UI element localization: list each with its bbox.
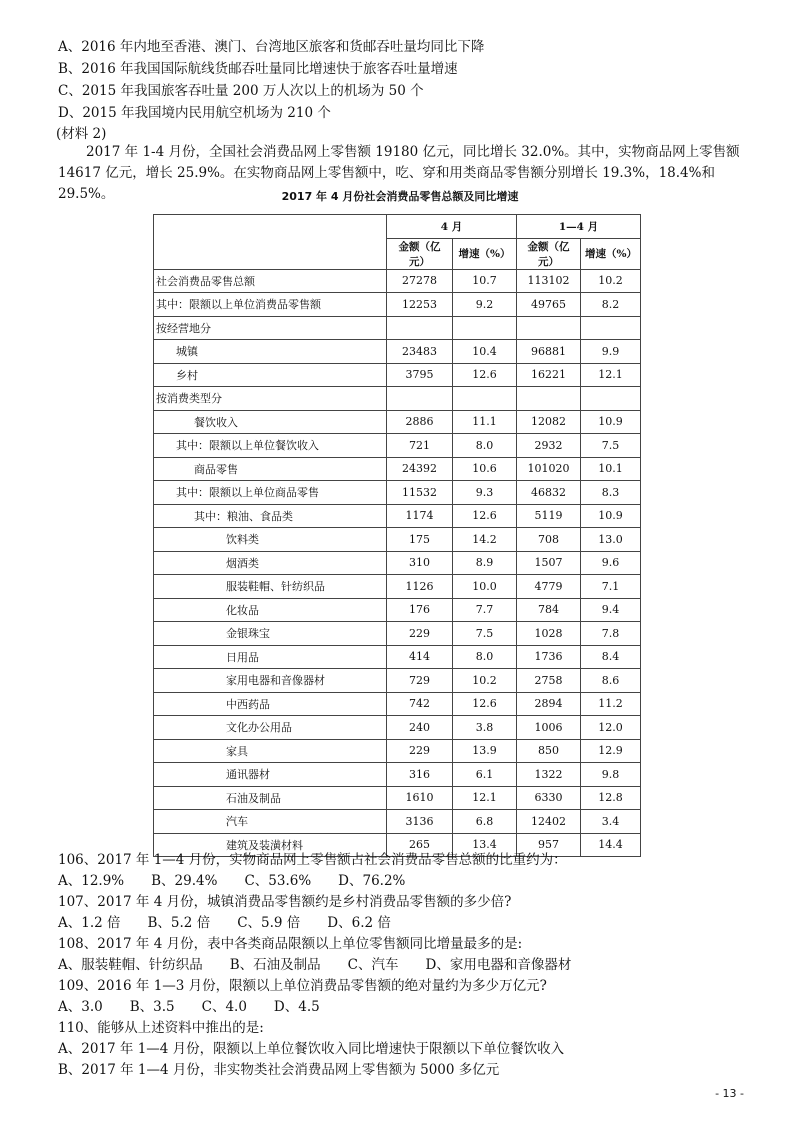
jan-apr-growth-cell: 12.0 — [581, 716, 641, 740]
page-number: - 13 - — [715, 1087, 744, 1100]
april-amount-cell: 2886 — [387, 410, 453, 434]
jan-apr-growth-cell: 9.9 — [581, 340, 641, 364]
table-row — [154, 387, 641, 411]
row-label: 文化办公用品 — [154, 716, 387, 740]
row-label: 家具 — [154, 739, 387, 763]
row-label: 城镇 — [154, 340, 387, 364]
table-row — [154, 716, 641, 740]
april-growth-cell: 9.2 — [453, 293, 517, 317]
jan-apr-amount-cell: 2894 — [517, 692, 581, 716]
april-growth-cell — [453, 387, 517, 411]
table-caption: 2017 年 4 月份社会消费品零售总额及同比增速 — [281, 190, 519, 203]
question-106-options: A、12.9% B、29.4% C、53.6% D、76.2% — [58, 873, 406, 889]
april-growth-cell: 9.3 — [453, 481, 517, 505]
april-growth-cell: 11.1 — [453, 410, 517, 434]
jan-apr-amount-cell: 4779 — [517, 575, 581, 599]
april-growth-cell: 10.6 — [453, 457, 517, 481]
jan-apr-amount-cell: 957 — [517, 833, 581, 857]
table-row — [154, 575, 641, 599]
table-row — [154, 739, 641, 763]
april-amount-cell: 240 — [387, 716, 453, 740]
header-jan-apr: 1—4 月 — [517, 215, 641, 239]
april-amount-cell: 742 — [387, 692, 453, 716]
jan-apr-growth-cell: 14.4 — [581, 833, 641, 857]
april-amount-cell: 316 — [387, 763, 453, 787]
april-growth-cell: 8.9 — [453, 551, 517, 575]
table-row — [154, 316, 641, 340]
table-row — [154, 293, 641, 317]
jan-apr-amount-cell: 1736 — [517, 645, 581, 669]
row-label: 服装鞋帽、针纺织品 — [154, 575, 387, 599]
april-amount-cell: 23483 — [387, 340, 453, 364]
row-label: 社会消费品零售总额 — [154, 269, 387, 293]
question-110-option-b: B、2017 年 1—4 月份，非实物类社会消费品网上零售额为 5000 多亿元 — [58, 1062, 500, 1078]
jan-apr-amount-cell: 12402 — [517, 810, 581, 834]
april-amount-cell: 3795 — [387, 363, 453, 387]
april-amount-cell — [387, 387, 453, 411]
table-row — [154, 692, 641, 716]
row-label: 其中：限额以上单位消费品零售额 — [154, 293, 387, 317]
jan-apr-growth-cell: 13.0 — [581, 528, 641, 552]
row-label: 其中：粮油、食品类 — [154, 504, 387, 528]
jan-apr-growth-cell: 11.2 — [581, 692, 641, 716]
table-row — [154, 645, 641, 669]
row-label: 按消费类型分 — [154, 387, 387, 411]
jan-apr-growth-cell: 7.8 — [581, 622, 641, 646]
april-amount-cell: 176 — [387, 598, 453, 622]
april-amount-cell: 175 — [387, 528, 453, 552]
jan-apr-growth-cell: 9.8 — [581, 763, 641, 787]
table-row — [154, 598, 641, 622]
jan-apr-growth-cell: 10.2 — [581, 269, 641, 293]
april-growth-cell: 14.2 — [453, 528, 517, 552]
jan-apr-growth-cell: 12.8 — [581, 786, 641, 810]
table-row — [154, 481, 641, 505]
jan-apr-amount-cell: 16221 — [517, 363, 581, 387]
row-label: 餐饮收入 — [154, 410, 387, 434]
row-label: 商品零售 — [154, 457, 387, 481]
april-growth-cell: 10.2 — [453, 669, 517, 693]
jan-apr-growth-cell: 10.9 — [581, 410, 641, 434]
table-row — [154, 763, 641, 787]
option-b-prev: B、2016 年我国国际航线货邮吞吐量同比增速快于旅客吞吐量增速 — [58, 61, 458, 77]
jan-apr-growth-cell: 8.2 — [581, 293, 641, 317]
row-label: 化妆品 — [154, 598, 387, 622]
retail-sales-table — [153, 214, 641, 857]
jan-apr-growth-cell: 9.6 — [581, 551, 641, 575]
jan-apr-amount-cell: 113102 — [517, 269, 581, 293]
jan-apr-growth-cell: 9.4 — [581, 598, 641, 622]
table-row — [154, 363, 641, 387]
jan-apr-growth-cell: 10.9 — [581, 504, 641, 528]
header-blank — [154, 215, 387, 270]
jan-apr-amount-cell: 850 — [517, 739, 581, 763]
material-label: (材料 2) — [56, 126, 107, 142]
header-april: 4 月 — [387, 215, 517, 239]
jan-apr-growth-cell: 7.1 — [581, 575, 641, 599]
april-amount-cell: 24392 — [387, 457, 453, 481]
april-growth-cell: 8.0 — [453, 434, 517, 458]
april-amount-cell: 229 — [387, 739, 453, 763]
table-row — [154, 457, 641, 481]
april-growth-cell: 12.6 — [453, 504, 517, 528]
jan-apr-amount-cell: 1322 — [517, 763, 581, 787]
row-label: 按经营地分 — [154, 316, 387, 340]
april-amount-cell: 414 — [387, 645, 453, 669]
table-row — [154, 434, 641, 458]
row-label: 其中：限额以上单位商品零售 — [154, 481, 387, 505]
april-growth-cell — [453, 316, 517, 340]
row-label: 家用电器和音像器材 — [154, 669, 387, 693]
jan-apr-amount-cell: 6330 — [517, 786, 581, 810]
row-label: 汽车 — [154, 810, 387, 834]
jan-apr-amount-cell: 708 — [517, 528, 581, 552]
jan-apr-amount-cell: 101020 — [517, 457, 581, 481]
april-amount-cell: 721 — [387, 434, 453, 458]
jan-apr-amount-cell: 1028 — [517, 622, 581, 646]
april-amount-cell: 729 — [387, 669, 453, 693]
jan-apr-growth-cell: 8.4 — [581, 645, 641, 669]
april-growth-cell: 13.4 — [453, 833, 517, 857]
question-109: 109、2016 年 1—3 月份，限额以上单位消费品零售额的绝对量约为多少万亿元? — [58, 978, 547, 994]
row-label: 石油及制品 — [154, 786, 387, 810]
question-108-options: A、服装鞋帽、针纺织品 B、石油及制品 C、汽车 D、家用电器和音像器材 — [58, 957, 572, 973]
jan-apr-growth-cell: 12.1 — [581, 363, 641, 387]
jan-apr-amount-cell: 1006 — [517, 716, 581, 740]
jan-apr-amount-cell: 12082 — [517, 410, 581, 434]
table-row — [154, 340, 641, 364]
header-amount: 金额（亿元） — [387, 238, 453, 269]
table-row — [154, 528, 641, 552]
jan-apr-growth-cell — [581, 316, 641, 340]
jan-apr-growth-cell: 7.5 — [581, 434, 641, 458]
question-110-option-a: A、2017 年 1—4 月份，限额以上单位餐饮收入同比增速快于限额以下单位餐饮收入 — [58, 1041, 565, 1057]
header-amount: 金额（亿元） — [517, 238, 581, 269]
jan-apr-growth-cell: 3.4 — [581, 810, 641, 834]
question-107: 107、2017 年 4 月份，城镇消费品零售额约是乡村消费品零售额的多少倍? — [58, 894, 512, 910]
jan-apr-growth-cell: 12.9 — [581, 739, 641, 763]
table-row — [154, 810, 641, 834]
jan-apr-growth-cell: 10.1 — [581, 457, 641, 481]
jan-apr-amount-cell: 1507 — [517, 551, 581, 575]
april-growth-cell: 10.0 — [453, 575, 517, 599]
april-amount-cell: 229 — [387, 622, 453, 646]
april-amount-cell: 27278 — [387, 269, 453, 293]
row-label: 其中：限额以上单位餐饮收入 — [154, 434, 387, 458]
material-paragraph: 2017 年 1-4 月份，全国社会消费品网上零售额 19180 亿元，同比增长 32.0%。其中，实物商品网上零售额 14617 亿元，增长 25.9%。在实物商品网上零售额中，吃、穿和用类商品零售额分别增长 19.3%，18.4%和 29.5%。 — [58, 144, 740, 202]
april-amount-cell: 1174 — [387, 504, 453, 528]
jan-apr-amount-cell: 49765 — [517, 293, 581, 317]
table-row — [154, 622, 641, 646]
row-label: 通讯器材 — [154, 763, 387, 787]
jan-apr-amount-cell: 46832 — [517, 481, 581, 505]
row-label: 中西药品 — [154, 692, 387, 716]
jan-apr-amount-cell — [517, 316, 581, 340]
april-growth-cell: 7.5 — [453, 622, 517, 646]
jan-apr-growth-cell: 8.6 — [581, 669, 641, 693]
april-growth-cell: 12.6 — [453, 692, 517, 716]
row-label: 金银珠宝 — [154, 622, 387, 646]
jan-apr-amount-cell: 784 — [517, 598, 581, 622]
april-amount-cell: 12253 — [387, 293, 453, 317]
option-c-prev: C、2015 年我国旅客吞吐量 200 万人次以上的机场为 50 个 — [58, 83, 424, 99]
table-row — [154, 551, 641, 575]
question-106: 106、2017 年 1—4 月份，实物商品网上零售额占社会消费品零售总额的比重约为： — [58, 852, 567, 868]
april-growth-cell: 12.1 — [453, 786, 517, 810]
jan-apr-amount-cell: 2932 — [517, 434, 581, 458]
april-growth-cell: 12.6 — [453, 363, 517, 387]
april-growth-cell: 8.0 — [453, 645, 517, 669]
april-growth-cell: 7.7 — [453, 598, 517, 622]
option-a-prev: A、2016 年内地至香港、澳门、台湾地区旅客和货邮吞吐量均同比下降 — [58, 39, 485, 55]
jan-apr-amount-cell — [517, 387, 581, 411]
april-amount-cell: 11532 — [387, 481, 453, 505]
jan-apr-amount-cell: 2758 — [517, 669, 581, 693]
april-growth-cell: 10.7 — [453, 269, 517, 293]
april-growth-cell: 6.1 — [453, 763, 517, 787]
row-label: 日用品 — [154, 645, 387, 669]
jan-apr-growth-cell — [581, 387, 641, 411]
table-row — [154, 786, 641, 810]
april-amount-cell: 1610 — [387, 786, 453, 810]
april-amount-cell — [387, 316, 453, 340]
table-row — [154, 410, 641, 434]
jan-apr-growth-cell: 8.3 — [581, 481, 641, 505]
question-110: 110、能够从上述资料中推出的是: — [58, 1020, 264, 1036]
april-amount-cell: 310 — [387, 551, 453, 575]
jan-apr-amount-cell: 5119 — [517, 504, 581, 528]
jan-apr-amount-cell: 96881 — [517, 340, 581, 364]
question-107-options: A、1.2 倍 B、5.2 倍 C、5.9 倍 D、6.2 倍 — [58, 915, 391, 931]
april-growth-cell: 13.9 — [453, 739, 517, 763]
april-growth-cell: 3.8 — [453, 716, 517, 740]
header-growth: 增速（%） — [581, 238, 641, 269]
row-label: 建筑及装潢材料 — [154, 833, 387, 857]
april-amount-cell: 265 — [387, 833, 453, 857]
row-label: 乡村 — [154, 363, 387, 387]
april-growth-cell: 10.4 — [453, 340, 517, 364]
april-amount-cell: 3136 — [387, 810, 453, 834]
table-row — [154, 504, 641, 528]
question-108: 108、2017 年 4 月份，表中各类商品限额以上单位零售额同比增量最多的是: — [58, 936, 523, 952]
option-d-prev: D、2015 年我国境内民用航空机场为 210 个 — [58, 105, 331, 121]
question-109-options: A、3.0 B、3.5 C、4.0 D、4.5 — [58, 999, 320, 1015]
header-growth: 增速（%） — [453, 238, 517, 269]
row-label: 烟酒类 — [154, 551, 387, 575]
table-row — [154, 269, 641, 293]
april-amount-cell: 1126 — [387, 575, 453, 599]
row-label: 饮料类 — [154, 528, 387, 552]
table-row — [154, 669, 641, 693]
april-growth-cell: 6.8 — [453, 810, 517, 834]
